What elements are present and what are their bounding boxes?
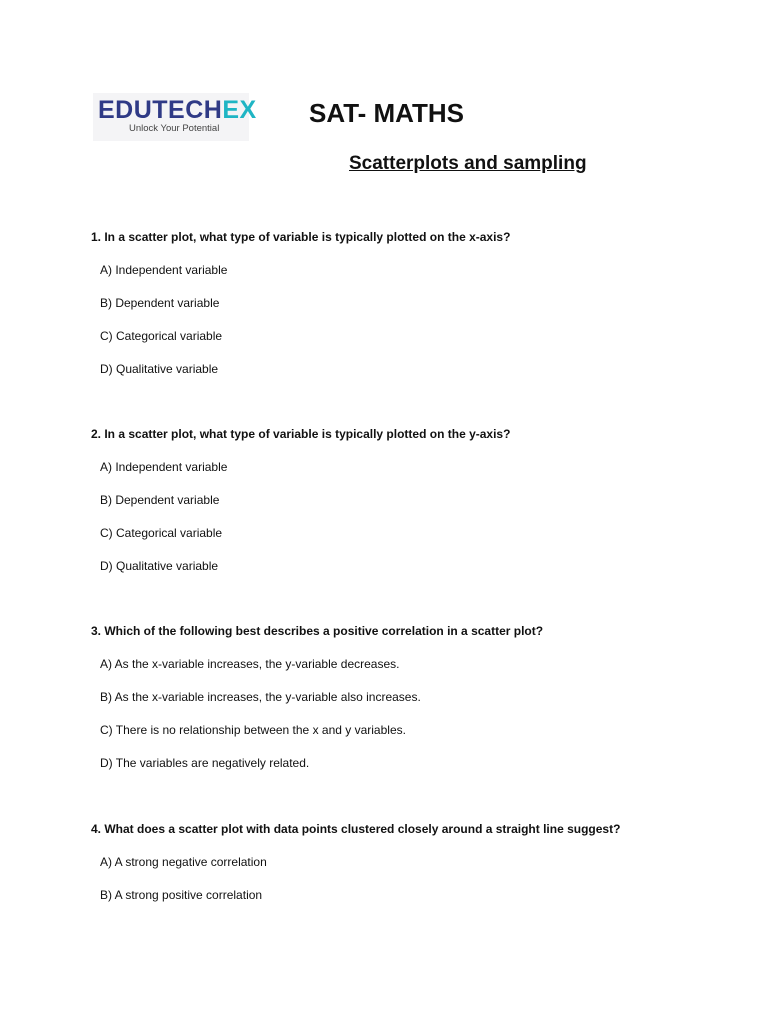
question-2 [91, 425, 741, 575]
answer-option-a: A) As the x-variable increases, the y-variable decreases. [100, 657, 400, 671]
edutechex-logo [93, 93, 257, 141]
answer-option-d: D) The variables are negatively related. [100, 756, 310, 770]
answer-option-c: C) Categorical variable [100, 526, 223, 540]
logo-wordmark [98, 96, 257, 125]
question-1 [91, 228, 741, 378]
answer-option-a: A) Independent variable [100, 263, 228, 277]
answer-options [91, 853, 741, 904]
answer-option-a: A) A strong negative correlation [100, 855, 267, 869]
answer-option-b: B) Dependent variable [100, 296, 220, 310]
question-text: 1. In a scatter plot, what type of variable is typically plotted on the x-axis? [91, 230, 511, 244]
answer-option-b: B) A strong positive correlation [100, 888, 263, 902]
answer-option-b: B) Dependent variable [100, 493, 220, 507]
logo-wordmark-main: EDUTECH [98, 96, 223, 124]
answer-option-c: C) Categorical variable [100, 329, 223, 343]
question-3 [91, 622, 741, 772]
question-text: 4. What does a scatter plot with data points clustered closely around a straight line suggest? [91, 822, 621, 836]
question-4 [91, 820, 741, 904]
logo-tagline: Unlock Your Potential [129, 123, 220, 134]
answer-options [91, 261, 741, 378]
answer-option-b: B) As the x-variable increases, the y-variable also increases. [100, 690, 421, 704]
answer-options [91, 458, 741, 575]
question-text: 2. In a scatter plot, what type of variable is typically plotted on the y-axis? [91, 427, 511, 441]
answer-option-a: A) Independent variable [100, 460, 228, 474]
page-title: SAT- MATHS [309, 98, 465, 128]
answer-option-d: D) Qualitative variable [100, 362, 219, 376]
answer-options [91, 655, 741, 772]
question-text: 3. Which of the following best describes a positive correlation in a scatter plot? [91, 624, 544, 638]
page-subtitle: Scatterplots and sampling [349, 153, 587, 174]
answer-option-d: D) Qualitative variable [100, 559, 219, 573]
answer-option-c: C) There is no relationship between the x and y variables. [100, 723, 406, 737]
logo-wordmark-accent: EX [222, 96, 257, 124]
